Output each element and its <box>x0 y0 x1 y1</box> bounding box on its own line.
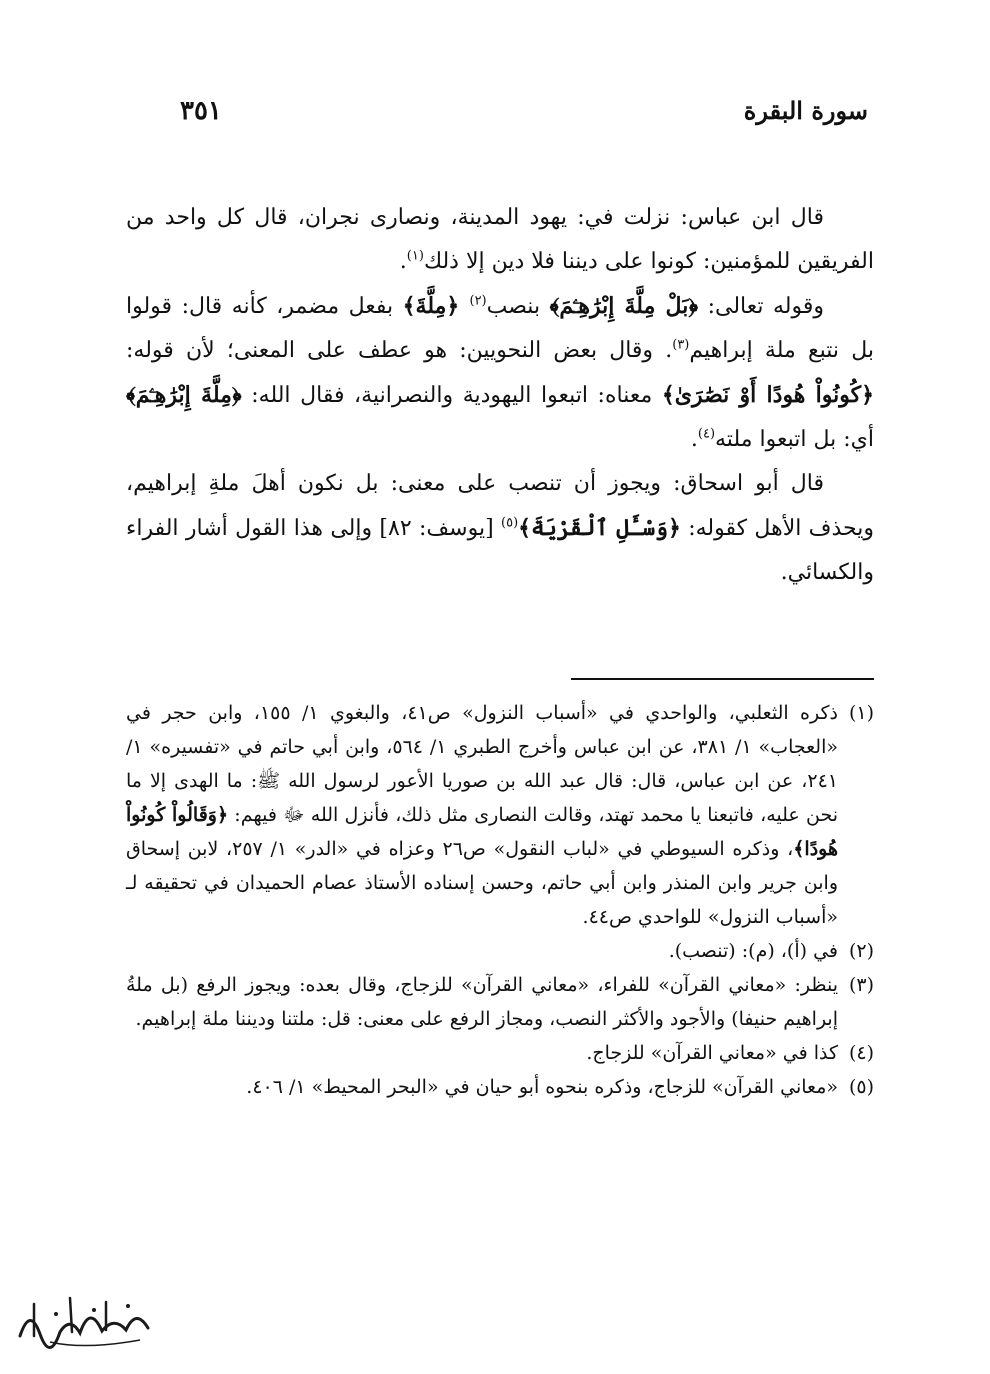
footnote-ref-4[interactable]: (٤) <box>697 426 716 442</box>
footnote-text: ذكره الثعلبي، والواحدي في «أسباب النزول» ص٤١، والبغوي ١/ ١٥٥، وابن حجر في «العجاب» ١/ ٣٨١، عن ابن عباس وأخرج الطبري ١/ ٥٦٤، وابن أبي حاتم في «تفسيره» ١/ ٢٤١، عن ابن عباس، قال: قال عبد الله بن صوريا الأعور لرسول الله ﷺ: ما الهدى إلا ما نحن عليه، فاتبعنا يا محمد تهتد، وقالت النصارى مثل ذلك، فأنزل الله ﷻ فيهم: <box>126 702 838 826</box>
footnote-text: «معاني القرآن» للزجاج، وذكره بنحوه أبو حيان في «البحر المحيط» ١/ ٤٠٦. <box>246 1076 838 1098</box>
quran-quote: ﴿مِلَّةَ﴾ <box>402 293 470 319</box>
footnote-2 <box>126 934 874 968</box>
paragraph-text: بنصب <box>486 294 550 319</box>
paragraph-text: قال ابن عباس: نزلت في: يهود المدينة، ونصارى نجران، قال كل واحد من الفريقين للمؤمنين: كونوا على ديننا فلا دين إلا ذلك <box>126 205 874 274</box>
quran-quote: ﴿وَسْـَٔلِ ٱلْقَرْيَةَ﴾ <box>518 515 681 541</box>
footnote-number: (٣) <box>848 974 874 996</box>
quran-quote: ﴿كُونُواْ هُودًا أَوْ نَصَٰرَىٰ﴾ <box>661 382 875 408</box>
footnote-text: في (أ)، (م): (تنصب). <box>668 940 838 962</box>
quran-quote: ﴿بَلْ مِلَّةَ إِبْرَٰهِـۧمَ﴾ <box>549 293 699 319</box>
footnote-ref-3[interactable]: (٣) <box>672 337 690 353</box>
paragraph-text: وقوله تعالى: <box>698 294 824 319</box>
paragraph-end: . <box>690 427 698 452</box>
paragraph-3 <box>126 462 874 595</box>
paragraph-2 <box>126 284 874 462</box>
paragraph-text: [يوسف: ٨٢] وإلى هذا القول أشار الفراء والكسائي. <box>126 516 874 585</box>
footnote-text: ينظر: «معاني القرآن» للفراء، «معاني القرآن» للزجاج، وقال بعده: ويجوز الرفع (بل ملةُ إبراهيم حنيفا) والأجود والأكثر النصب، ومجاز الرفع على معنى: قل: ملتنا وديننا ملة إبراهيم. <box>126 974 838 1030</box>
paragraph-text: أي: بل اتبعوا ملته <box>715 427 874 452</box>
footnote-text: كذا في «معاني القرآن» للزجاج. <box>586 1042 838 1064</box>
calligraphy-logo-icon <box>10 1286 160 1356</box>
footnote-number: (١) <box>848 702 874 724</box>
paragraph-end: . <box>399 249 407 274</box>
page-number: ٣٥١ <box>180 96 222 126</box>
paragraph-text: بفعل مضمر، كأنه قال: قولوا بل نتبع ملة إبراهيم <box>126 294 874 363</box>
quran-quote: ﴿مِلَّةَ إِبْرَٰهِـۧمَ﴾ <box>126 382 242 408</box>
footnote-ref-2[interactable]: (٢) <box>469 293 487 309</box>
paragraph-text: معناه: اتبعوا اليهودية والنصرانية، فقال الله: <box>241 383 662 408</box>
footnote-number: (٥) <box>848 1076 874 1098</box>
footnote-ref-5[interactable]: (٥) <box>501 515 519 531</box>
footnote-text: ، وذكره السيوطي في «لباب النقول» ص٢٦ وعزاه في «الدر» ١/ ٢٥٧، لابن إسحاق وابن جرير وابن المنذر وابن أبي حاتم، وحسن إسناده الأستاذ عصام الحميدان في تحقيقه لـ «أسباب النزول» للواحدي ص٤٤. <box>126 838 838 928</box>
quran-quote: ﴿وَقَالُواْ كُونُواْ هُودًا﴾ <box>126 804 838 860</box>
footnote-number: (٢) <box>848 940 874 962</box>
footnote-number: (٤) <box>848 1042 874 1064</box>
main-text <box>126 196 874 595</box>
footnotes <box>126 696 874 1104</box>
paragraph-1 <box>126 196 874 284</box>
footnote-5 <box>126 1070 874 1104</box>
surah-title: سورة البقرة <box>743 96 868 125</box>
footnote-ref-1[interactable]: (١) <box>406 248 424 264</box>
footnote-1 <box>126 696 874 934</box>
footnote-3 <box>126 968 874 1036</box>
paragraph-text: . وقال بعض النحويين: هو عطف على المعنى؛ لأن قوله: <box>126 338 673 363</box>
watermark-logo <box>10 1286 160 1356</box>
footnote-4 <box>126 1036 874 1070</box>
footnote-divider <box>571 678 874 680</box>
paragraph-text: قال أبو اسحاق: ويجوز أن تنصب على معنى: بل نكون أهلَ ملةِ إبراهيم، ويحذف الأهل كقوله: <box>126 471 874 541</box>
page-header <box>180 96 868 136</box>
